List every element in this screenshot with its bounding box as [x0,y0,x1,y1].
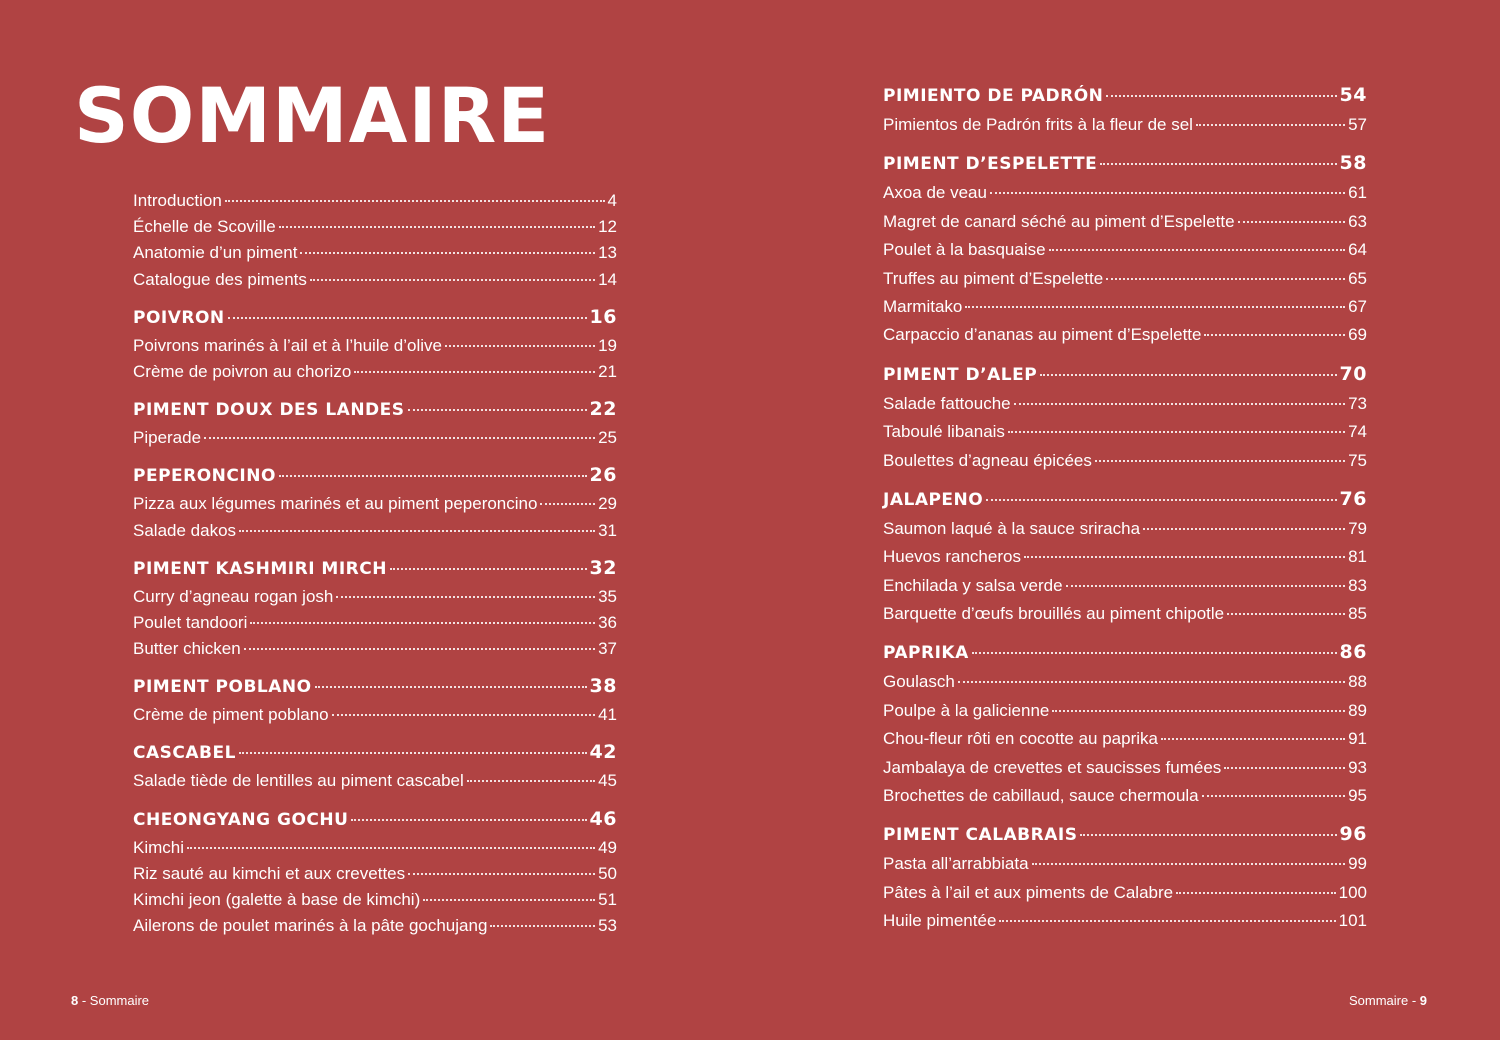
page-number: 79 [1348,518,1367,538]
page-number: 83 [1348,575,1367,595]
entry-title: Poulet à la basquaise [883,240,1046,260]
toc-entry[interactable] [133,610,617,636]
entry-title: Crème de piment poblano [133,705,329,725]
dot-leader [228,317,587,319]
entry-title: Marmitako [883,296,963,316]
entry-title: Pasta all’arrabbiata [883,854,1029,874]
toc-entry[interactable] [133,636,617,662]
page-number: 8 [71,993,79,1008]
section-title: PIMIENTO DE PADRÓN [883,86,1104,106]
toc-entry[interactable] [883,293,1367,321]
toc-entry[interactable] [883,447,1367,475]
toc-entry[interactable] [883,907,1367,935]
toc-entry[interactable] [133,240,617,266]
page-number: 50 [598,863,617,883]
toc-section [133,670,617,728]
page-number: 63 [1348,211,1367,231]
page-number: 35 [598,586,617,606]
section-title: PIMENT D’ALEP [883,364,1038,385]
footer-label: Sommaire - [1348,993,1420,1008]
toc-entry[interactable] [883,236,1367,264]
toc-entry[interactable] [883,179,1367,207]
dot-leader [1224,767,1345,769]
toc-left-column [133,188,617,947]
toc-entry[interactable] [883,572,1367,600]
page-number: 41 [598,705,617,725]
entry-title: Ailerons de poulet marinés à la pâte gochujang [133,916,488,936]
toc-section-heading[interactable] [133,393,617,425]
page-number: 76 [1339,487,1367,510]
page-number: 65 [1348,268,1367,288]
dot-leader [408,409,587,411]
toc-entry[interactable] [883,600,1367,628]
dot-leader [1008,431,1345,433]
page-number: 91 [1348,729,1367,749]
dot-leader [239,752,587,754]
toc-section [883,147,1367,349]
dot-leader [187,847,595,849]
toc-entry[interactable] [883,418,1367,446]
toc-entry[interactable] [133,702,617,728]
toc-section [133,803,617,940]
toc-section-heading[interactable] [133,803,617,835]
toc-section-heading[interactable] [883,483,1367,515]
dot-leader [332,714,595,716]
section-title: CASCABEL [133,743,236,764]
dot-leader [986,499,1336,501]
toc-entry[interactable] [133,913,617,939]
page-number: 69 [1348,325,1367,345]
toc-entry[interactable] [133,861,617,887]
entry-title: Échelle de Scoville [133,217,276,237]
page-number: 21 [598,361,617,381]
dot-leader [423,899,595,901]
entry-title: Chou-fleur rôti en cocotte au paprika [883,729,1158,749]
toc-entry[interactable] [133,518,617,544]
dot-leader [1100,163,1336,165]
entry-title: Poivrons marinés à l’ail et à l’huile d’olive [133,335,442,355]
page-number: 61 [1348,183,1367,203]
entry-title: Anatomie d’un piment [133,243,298,263]
page-number: 51 [598,890,617,909]
entry-title: Crème de poivron au chorizo [133,361,352,381]
footer-left [71,993,149,1008]
dot-leader [990,192,1345,194]
toc-entry[interactable] [883,668,1367,696]
dot-leader [972,652,1337,654]
footer-right [1349,993,1427,1008]
dot-leader [1095,460,1345,462]
page-number: 9 [1419,993,1427,1008]
page-number: 64 [1348,240,1367,260]
page-number: 86 [1339,641,1367,664]
page-number: 36 [598,612,617,632]
toc-section-heading[interactable] [133,301,617,333]
toc-entry[interactable] [883,265,1367,293]
toc-entry[interactable] [883,208,1367,236]
toc-entry[interactable] [133,887,617,913]
page-number: 49 [598,837,617,857]
dot-leader [244,648,595,650]
entry-title: Pimientos de Padrón frits à la fleur de sel [883,115,1193,134]
entry-title: Huevos rancheros [883,547,1021,567]
toc-entry[interactable] [133,188,617,214]
dot-leader [310,279,595,281]
section-title: PIMENT D’ESPELETTE [883,154,1098,175]
toc-entry[interactable] [883,697,1367,725]
entry-title: Butter chicken [133,639,241,659]
entry-title: Enchilada y salsa verde [883,575,1063,595]
dot-leader [965,306,1345,308]
entry-title: Poulpe à la galicienne [883,700,1050,720]
page-number: 37 [598,639,617,659]
dot-leader [540,503,595,505]
dot-leader [1106,95,1336,97]
toc-entry[interactable] [883,879,1367,907]
page-number: 29 [598,494,617,514]
entry-title: Truffes au piment d’Espelette [883,268,1104,288]
entry-title: Huile pimentée [883,911,997,931]
toc-section [883,79,1367,139]
dot-leader [315,686,587,688]
toc-section-heading[interactable] [133,670,617,702]
entry-title: Jambalaya de crevettes et saucisses fumées [883,757,1222,777]
entry-title: Brochettes de cabillaud, sauce chermoula [883,786,1199,806]
entry-title: Introduction [133,191,222,210]
section-title: PAPRIKA [883,643,969,664]
page-number: 93 [1348,757,1367,777]
section-title: CHEONGYANG GOCHU [133,809,349,830]
toc-section [883,636,1367,810]
dot-leader [279,475,587,477]
entry-title: Taboulé libanais [883,422,1005,442]
dot-leader [354,371,595,373]
entry-title: Pizza aux légumes marinés et au piment peperoncino [133,494,538,514]
entry-title: Boulettes d’agneau épicées [883,450,1092,470]
dot-leader [490,925,595,927]
section-title: PIMENT DOUX DES LANDES [133,400,405,421]
entry-title: Barquette d’œufs brouillés au piment chipotle [883,604,1225,624]
toc-section-heading[interactable] [133,552,617,584]
entry-title: Magret de canard séché au piment d’Espelette [883,211,1235,231]
toc-section-heading[interactable] [133,459,617,491]
toc-entry[interactable] [133,768,617,794]
toc-entry[interactable] [883,725,1367,753]
toc-section-heading[interactable] [883,147,1367,179]
entry-title: Carpaccio d’ananas au piment d’Espelette [883,325,1202,345]
dot-leader [239,530,595,532]
toc-section-heading[interactable] [883,636,1367,668]
section-title: PIMENT POBLANO [133,677,312,698]
dot-leader [250,622,595,624]
page-number: 4 [607,191,617,210]
page-number: 96 [1339,823,1367,846]
dot-leader [204,437,595,439]
entry-title: Poulet tandoori [133,612,248,632]
toc-section [133,301,617,385]
page-number: 25 [598,428,617,448]
page-number: 38 [589,675,617,698]
page-number: 32 [589,556,617,579]
page-number: 88 [1348,672,1367,692]
dot-leader [1161,738,1345,740]
toc-section [883,818,1367,935]
page-number: 89 [1348,700,1367,720]
toc-entry[interactable] [133,214,617,240]
toc-entry[interactable] [133,267,617,293]
page-number: 74 [1348,422,1367,442]
dot-leader [445,345,595,347]
toc-entry[interactable] [133,584,617,610]
dot-leader [408,873,595,875]
page-number: 99 [1348,854,1367,874]
dot-leader [1238,221,1346,223]
toc-right-column [883,79,1367,944]
dot-leader [1066,585,1346,587]
entry-title: Catalogue des piments [133,269,307,289]
page-number: 85 [1348,604,1367,624]
dot-leader [1176,892,1336,894]
page-number: 75 [1348,450,1367,470]
dot-leader [351,819,586,821]
page-number: 73 [1348,393,1367,413]
page-number: 45 [598,771,617,791]
page-number: 31 [598,520,617,540]
toc-entry[interactable] [883,543,1367,571]
entry-title: Saumon laqué à la sauce sriracha [883,518,1141,538]
page-number: 95 [1348,786,1367,806]
section-title: PIMENT KASHMIRI MIRCH [133,558,387,579]
entry-title: Goulasch [883,672,955,692]
toc-entry[interactable] [133,359,617,385]
dot-leader [336,596,595,598]
dot-leader [225,200,605,202]
toc-section-heading[interactable] [883,818,1367,850]
dot-leader [300,252,595,254]
toc-entry[interactable] [133,333,617,359]
entry-title: Piperade [133,428,202,448]
dot-leader [1032,863,1346,865]
section-title: PIMENT CALABRAIS [883,825,1078,846]
toc-entry[interactable] [883,754,1367,782]
toc-entry[interactable] [883,390,1367,418]
toc-entry[interactable] [883,782,1367,810]
page-number: 101 [1338,911,1367,931]
dot-leader [1024,556,1345,558]
section-title: JALAPENO [883,489,984,510]
page-number: 46 [589,807,617,830]
page-number: 26 [589,464,617,487]
dot-leader [1080,834,1336,836]
dot-leader [1106,278,1345,280]
toc-section [133,552,617,663]
page-number: 57 [1348,115,1367,134]
page-number: 58 [1339,152,1367,175]
toc-section-heading[interactable] [883,79,1367,111]
dot-leader [1052,710,1345,712]
entry-title: Salade fattouche [883,393,1011,413]
dot-leader [958,681,1345,683]
page-number: 13 [598,243,617,263]
entry-title: Salade dakos [133,520,237,540]
page-number: 22 [589,398,617,421]
toc-section-heading[interactable] [883,358,1367,390]
entry-title: Axoa de veau [883,183,987,203]
entry-title: Kimchi jeon (galette à base de kimchi) [133,890,421,909]
toc-section [883,358,1367,475]
entry-title: Salade tiède de lentilles au piment cascabel [133,771,464,791]
dot-leader [1040,374,1336,376]
page-number: 42 [589,741,617,764]
toc-entry[interactable] [133,835,617,861]
page-number: 12 [598,217,617,237]
toc-section [133,393,617,451]
section-title: PEPERONCINO [133,466,276,487]
page-title: SOMMAIRE [74,71,551,160]
page-number: 54 [1339,84,1367,106]
page-number: 70 [1339,362,1367,385]
page-number: 53 [598,916,617,936]
dot-leader [1014,403,1345,405]
page-number: 16 [589,305,617,328]
dot-leader [1196,124,1345,126]
dot-leader [390,568,587,570]
footer-label: - Sommaire [78,993,150,1008]
page-number: 81 [1348,547,1367,567]
toc-section [133,459,617,543]
toc-entry[interactable] [883,850,1367,878]
toc-entry[interactable] [883,111,1367,139]
entry-title: Pâtes à l’ail et aux piments de Calabre [883,882,1174,902]
dot-leader [1227,613,1345,615]
toc-intro-section [133,188,617,293]
dot-leader [1202,795,1345,797]
entry-title: Riz sauté au kimchi et aux crevettes [133,863,406,883]
dot-leader [1049,249,1346,251]
dot-leader [1204,334,1345,336]
dot-leader [467,780,595,782]
entry-title: Kimchi [133,837,185,857]
page-number: 19 [598,335,617,355]
toc-section [883,483,1367,629]
toc-entry[interactable] [883,321,1367,349]
toc-entry[interactable] [883,515,1367,543]
dot-leader [999,920,1335,922]
toc-section [133,736,617,794]
toc-entry[interactable] [133,425,617,451]
page-number: 14 [598,269,617,289]
section-title: POIVRON [133,307,225,328]
toc-section-heading[interactable] [133,736,617,768]
page-number: 100 [1338,882,1367,902]
dot-leader [1143,528,1345,530]
toc-entry[interactable] [133,491,617,517]
page-number: 67 [1348,296,1367,316]
entry-title: Curry d’agneau rogan josh [133,586,334,606]
dot-leader [279,226,595,228]
